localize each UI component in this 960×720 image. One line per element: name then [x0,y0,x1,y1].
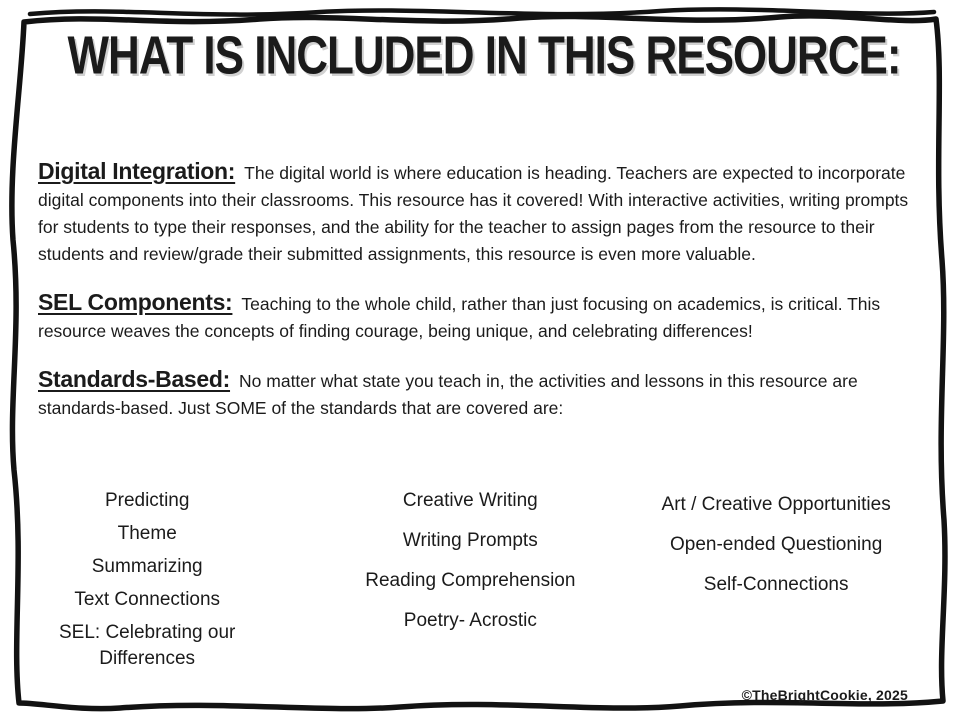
list-item: Reading Comprehension [365,570,576,591]
section-sel-components [38,289,930,345]
section-digital-integration [38,158,930,268]
section-standards-based [38,366,930,422]
list-item: Writing Prompts [402,530,538,551]
page-content [38,26,930,672]
list-item: Text Connections [74,589,221,610]
section-heading-standards-based: Standards-Based: [38,366,231,392]
standards-list [38,488,930,672]
page-title: WHAT IS INCLUDED IN THIS RESOURCE: [67,26,901,86]
copyright-credit: ©TheBrightCookie, 2025 [741,687,908,703]
list-item: Creative Writing [402,490,538,511]
standards-column-1 [38,488,256,672]
section-heading-sel-components: SEL Components: [38,289,233,315]
section-body-digital-integration: The digital world is where education is heading. Teachers are expected to incorporate digital components into their classrooms. This resource has it covered! With interactive activities, writing prompts for students to type their responses, and the ability for the teacher to assign pages from the resource to their students and review/grade their submitted assignments, this resource is even more valuable. [38,163,909,264]
description-sections [38,158,930,422]
list-item: Theme [117,523,177,544]
section-heading-digital-integration: Digital Integration: [38,158,236,184]
list-item: Predicting [104,490,190,511]
section-body-standards-based: No matter what state you teach in, the activities and lessons in this resource are standards-based. Just SOME of the standards that are covered are: [38,371,858,418]
list-item: Summarizing [91,556,203,577]
section-body-sel-components: Teaching to the whole child, rather than just focusing on academics, is critical. This resource weaves the concepts of finding courage, being unique, and celebrating differences! [38,294,881,341]
standards-column-2 [326,488,614,634]
standards-column-3 [622,492,930,598]
list-item: Poetry- Acrostic [403,610,537,631]
list-item: Open-ended Questioning [669,534,883,555]
list-item: Self-Connections [703,574,849,595]
list-item: Art / Creative Opportunities [661,494,891,515]
list-item: SEL: Celebrating our Differences [58,622,236,669]
